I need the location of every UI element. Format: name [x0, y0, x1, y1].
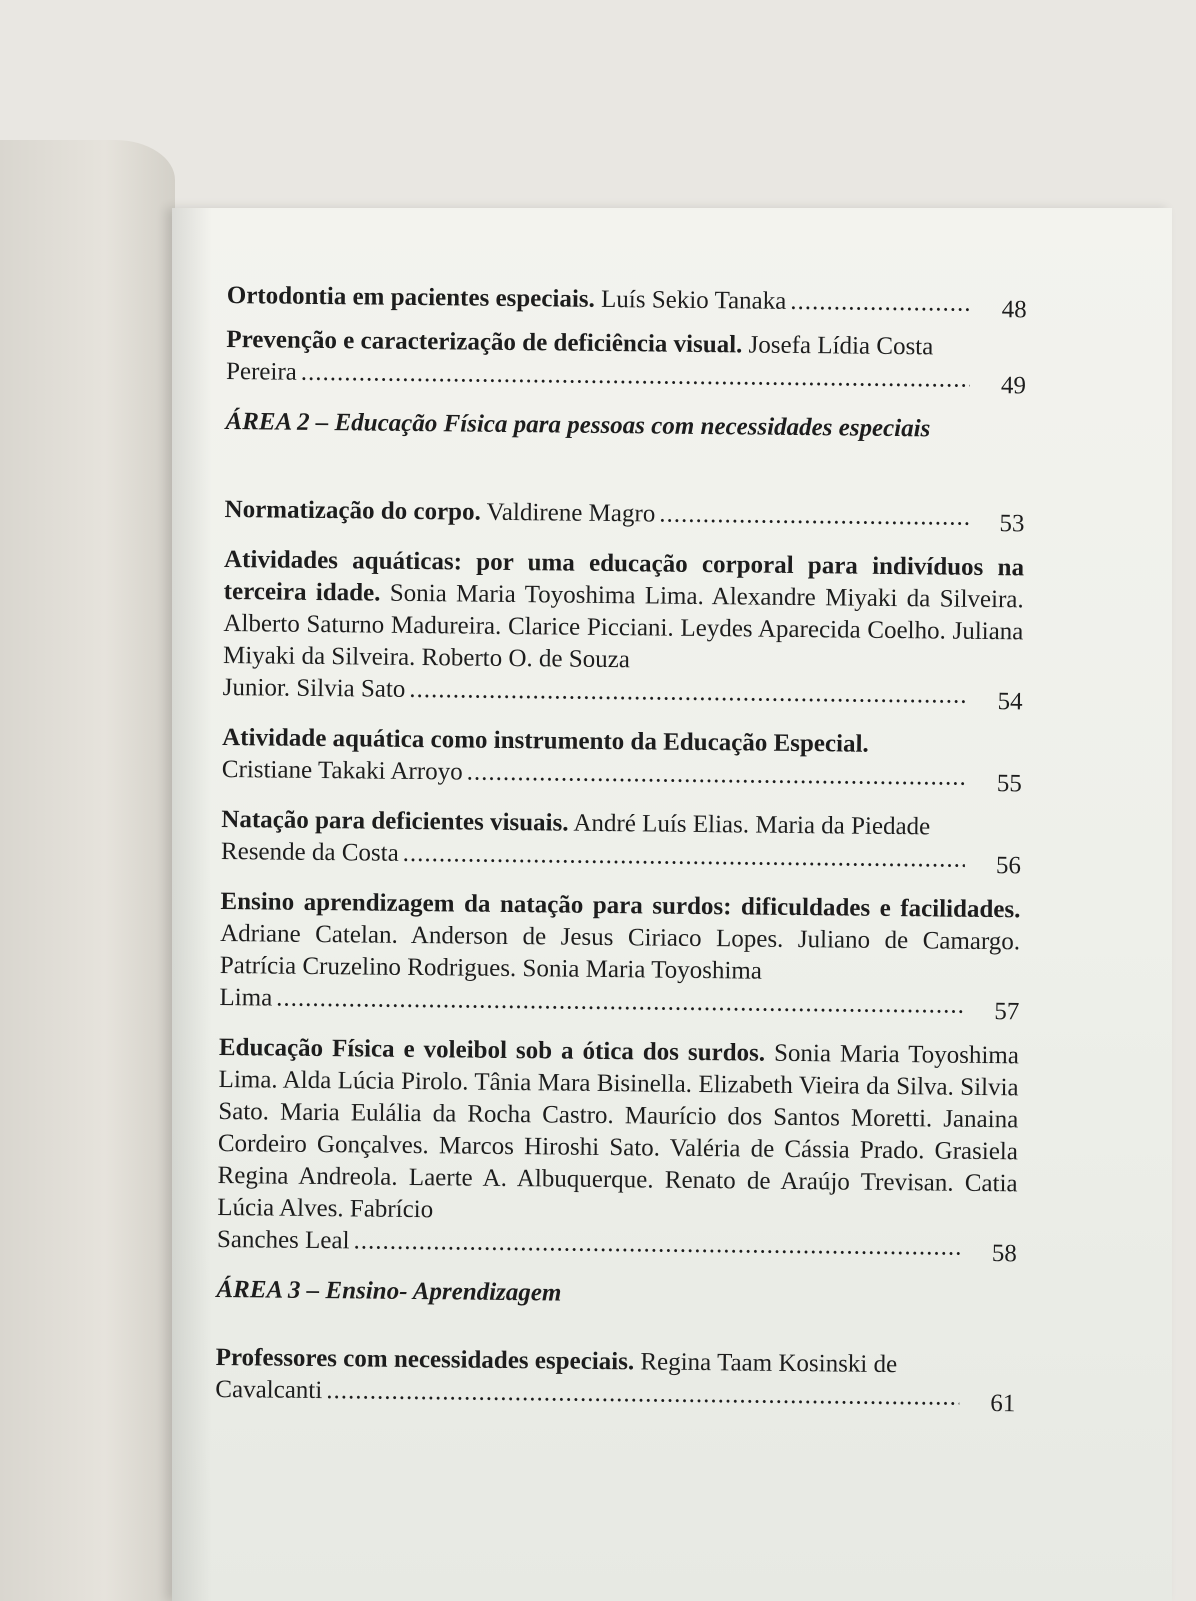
entry-title: Ensino aprendizagem da natação para surdos: dificuldades e facilidades. — [220, 887, 1021, 924]
leader-dots — [276, 983, 964, 1022]
entry-authors: Sonia Maria Toyoshima Lima. Alda Lúcia Pirolo. Tânia Mara Bisinella. Elizabeth Vieira da Silva. Silvia Sato. Maria Eulália da Rocha Castro. Maurício dos Santos Moretti. Janaina Cordeiro Gonçalves. Marcos Hiroshi Sato. Valéria de Cássia Prado. Grasiela Regina Andreola. Laerte A. Albuquerque. Renato de Araújo Trevisan. Catia Lúcia Alves. Fabrício — [217, 1039, 1020, 1224]
entry-author: Cristiane Takaki Arroyo — [221, 755, 463, 786]
entry-author: Sanches Leal — [216, 1225, 350, 1255]
page-number: 53 — [999, 510, 1025, 538]
toc-entry — [221, 722, 1023, 798]
leader-dots — [790, 286, 971, 320]
book-page — [172, 208, 1172, 1601]
page-number: 61 — [990, 1390, 1016, 1418]
page-number: 57 — [994, 998, 1020, 1026]
leader-dots — [409, 674, 967, 712]
leader-dots — [353, 1225, 961, 1263]
entry-author: Lima — [219, 983, 273, 1012]
toc-entry — [225, 324, 1027, 400]
leader-dots — [301, 357, 971, 396]
page-number: 49 — [1000, 372, 1027, 400]
page-number: 55 — [996, 770, 1022, 798]
entry-title: Normatização do corpo. — [224, 495, 481, 526]
facing-page — [0, 140, 175, 1601]
entry-authors: André Luís Elias. Maria da Piedade — [573, 809, 931, 841]
entry-title: Professores com necessidades especiais. — [215, 1343, 635, 1376]
entry-authors: Adriane Catelan. Anderson de Jesus Ciriaco Lopes. Juliano de Camargo. Patrícia Cruzelino Rodrigues. Sonia Maria Toyoshima — [219, 919, 1021, 985]
entry-author: Cavalcanti — [215, 1375, 323, 1405]
toc-entry — [216, 1032, 1020, 1268]
entry-authors: Regina Taam Kosinski de — [640, 1348, 898, 1379]
page-number: 56 — [995, 852, 1022, 880]
entry-title: Atividades aquáticas: por uma educação corporal para indivíduos na terceira idade. — [223, 545, 1025, 607]
entry-authors: Josefa Lídia Costa — [748, 331, 934, 361]
toc-entry — [222, 544, 1025, 716]
section-heading: ÁREA 3 – Ensino- Aprendizagem — [216, 1275, 562, 1307]
toc-entry — [219, 886, 1021, 1026]
entry-title: Prevenção e caracterização de deficiência visual. — [226, 325, 743, 359]
section-heading: ÁREA 2 – Educação Física para pessoas com necessidades especiais — [225, 407, 931, 443]
entry-author: Junior. Silvia Sato — [222, 673, 406, 703]
table-of-contents — [215, 280, 1027, 1418]
leader-dots — [466, 757, 966, 794]
entry-authors: Sonia Maria Toyoshima Lima. Alexandre Miyaki da Silveira. Alberto Saturno Madureira. Clarice Picciani. Leydes Aparecida Coelho. Juliana Miyaki da Silveira. Roberto O. de Souza — [222, 579, 1024, 674]
entry-title: Atividade aquática como instrumento da Educação Especial. — [222, 723, 869, 758]
leader-dots — [326, 1375, 959, 1414]
leader-dots — [403, 838, 966, 876]
entry-author: Luís Sekio Tanaka — [600, 285, 787, 315]
leader-dots — [659, 499, 969, 534]
toc-entry — [226, 280, 1027, 324]
entry-author: Valdirene Magro — [486, 498, 656, 528]
entry-title: Ortodontia em pacientes especiais. — [226, 281, 595, 313]
page-number: 54 — [997, 688, 1023, 716]
toc-entry — [215, 1342, 1016, 1418]
entry-title: Educação Física e voleibol sob a ótica dos surdos. — [218, 1033, 766, 1067]
toc-entry — [220, 804, 1022, 880]
entry-title: Natação para deficientes visuais. — [221, 805, 569, 837]
page-number: 58 — [991, 1240, 1017, 1268]
page-number: 48 — [1001, 296, 1027, 324]
entry-author: Resende da Costa — [220, 837, 399, 867]
toc-entry — [224, 494, 1025, 538]
entry-author: Pereira — [225, 357, 297, 386]
